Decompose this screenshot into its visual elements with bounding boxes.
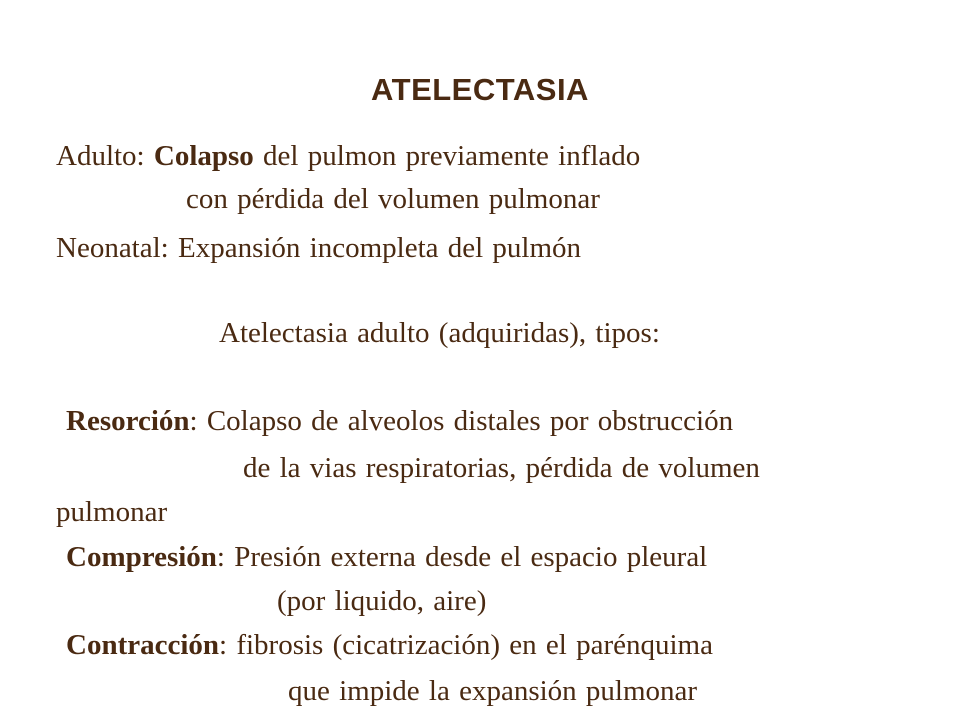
type-contraccion-line <box>66 628 713 662</box>
adult-text: del pulmon previamente inflado <box>263 140 641 172</box>
type-resorcion-name: Resorción <box>66 405 190 437</box>
type-contraccion-text: fibrosis (cicatrización) en el parénquima <box>236 629 713 661</box>
neonatal-text: Expansión incompleta del pulmón <box>177 232 582 264</box>
type-resorcion-text: Colapso de alveolos distales por obstrucción <box>206 405 734 437</box>
types-heading: Atelectasia adulto (adquiridas), tipos: <box>219 317 660 349</box>
type-contraccion-sep: : <box>219 629 228 661</box>
type-resorcion-line <box>66 404 733 438</box>
type-compresion-text: Presión externa desde el espacio pleural <box>234 541 708 573</box>
type-resorcion-sep: : <box>189 405 198 437</box>
type-contraccion-continuation: que impide la expansión pulmonar <box>288 675 698 707</box>
slide-title: ATELECTASIA <box>371 72 589 107</box>
type-contraccion-name: Contracción <box>66 629 220 661</box>
adult-definition-continuation: con pérdida del volumen pulmonar <box>186 183 600 215</box>
type-compresion-line <box>66 540 707 574</box>
type-compresion-continuation: (por liquido, aire) <box>277 585 487 617</box>
type-resorcion-continuation-2: pulmonar <box>56 496 168 528</box>
type-compresion-name: Compresión <box>66 541 217 573</box>
neonatal-definition-line <box>56 231 581 265</box>
adult-label: Adulto: <box>56 140 145 172</box>
type-resorcion-continuation: de la vias respiratorias, pérdida de volumen <box>243 452 760 484</box>
type-compresion-sep: : <box>216 541 225 573</box>
neonatal-label: Neonatal: <box>56 232 169 264</box>
adult-term: Colapso <box>153 140 254 172</box>
adult-definition-line <box>56 139 640 173</box>
